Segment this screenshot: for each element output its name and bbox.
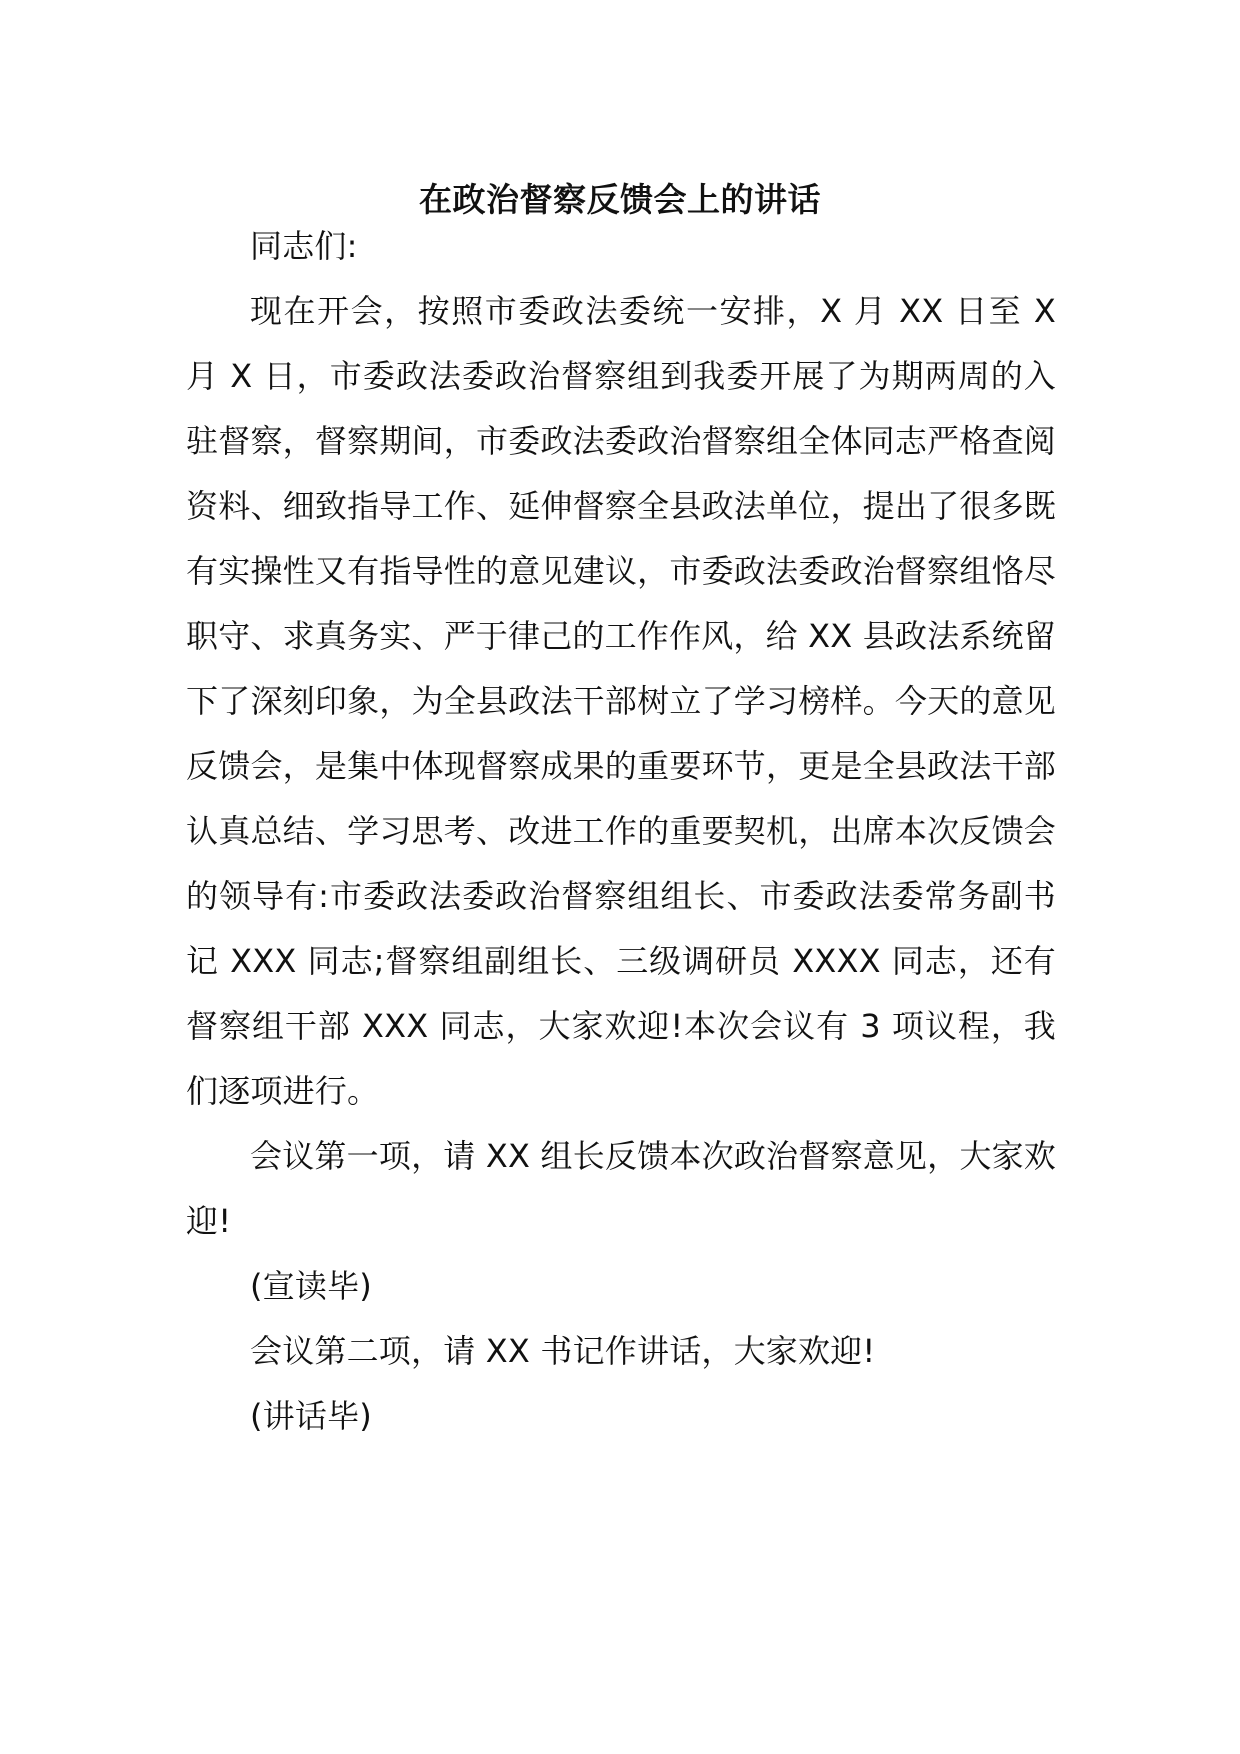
document-body bbox=[186, 214, 1056, 1449]
paragraph-agenda-item-2: 会议第二项，请 XX 书记作讲话，大家欢迎! bbox=[250, 1332, 876, 1370]
paragraph-agenda-item-1: 会议第一项，请 XX 组长反馈本次政治督察意见，大家欢迎! bbox=[186, 1137, 1056, 1240]
document-title: 在政治督察反馈会上的讲话 bbox=[419, 180, 821, 219]
salutation: 同志们: bbox=[250, 227, 358, 265]
paragraph-opening: 现在开会，按照市委政法委统一安排，X 月 XX 日至 X 月 X 日，市委政法委政治督察组到我委开展了为期两周的入驻督察，督察期间，市委政法委政治督察组全体同志严格查阅资料、细致指导工作、延伸督察全县政法单位，提出了很多既有实操性又有指导性的意见建议，市委政法委政治督察组恪尽职守、求真务实、严于律己的工作作风，给 XX 县政法系统留下了深刻印象，为全县政法干部树立了学习榜样。今天的意见反馈会，是集中体现督察成果的重要环节，更是全县政法干部认真总结、学习思考、改进工作的重要契机，出席本次反馈会的领导有:市委政法委政治督察组组长、市委政法委常务副书记 XXX 同志;督察组副组长、三级调研员 XXXX 同志，还有督察组干部 XXX 同志，大家欢迎!本次会议有 3 项议程，我们逐项进行。 bbox=[186, 292, 1056, 1110]
paragraph-speech-done: (讲话毕) bbox=[250, 1397, 372, 1435]
paragraph-reading-done: (宣读毕) bbox=[250, 1267, 372, 1305]
